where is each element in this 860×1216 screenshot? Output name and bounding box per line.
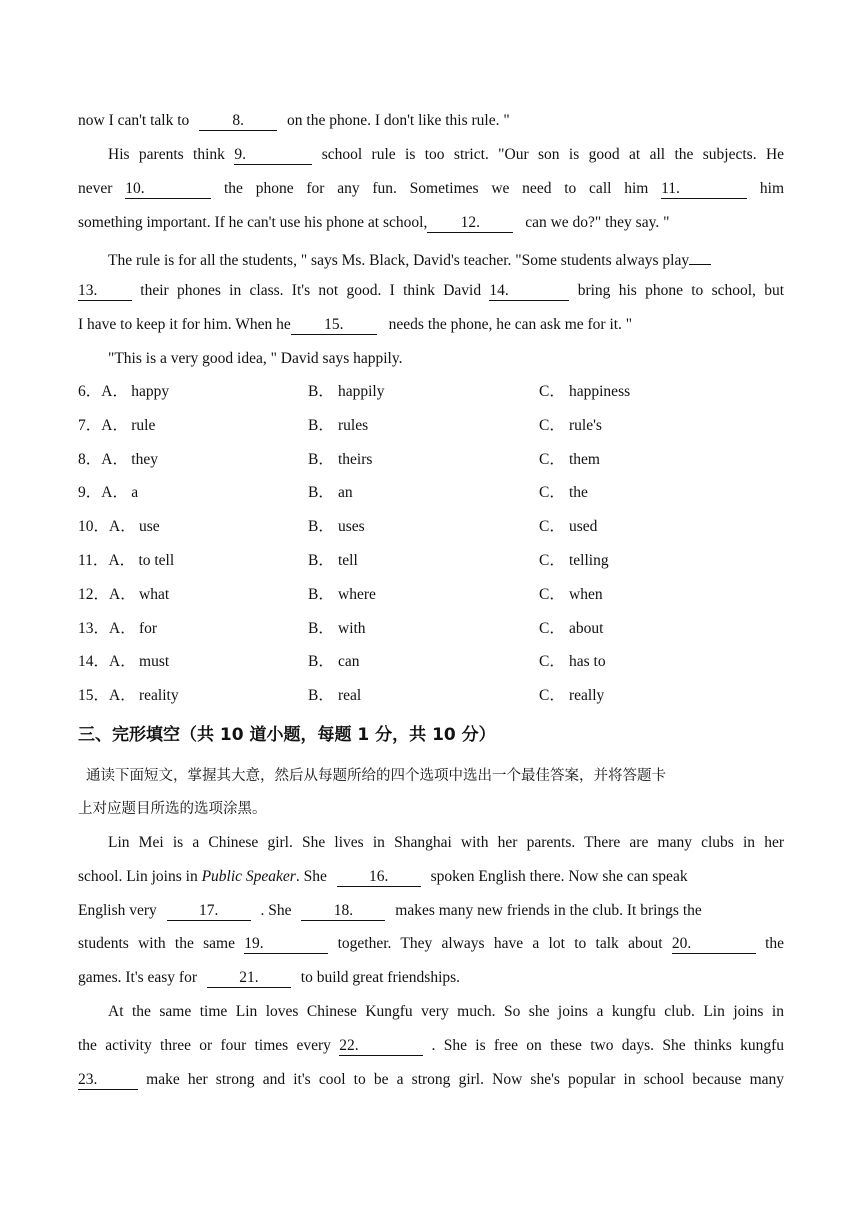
passage2-line1: [108, 832, 784, 854]
option-c[interactable]: [539, 584, 603, 606]
option-b[interactable]: [308, 449, 372, 471]
text: . She: [295, 868, 327, 885]
section-heading: 三、完形填空（共 10 道小题，每题 1 分，共 10 分）: [78, 725, 496, 745]
option-letter: A．: [109, 586, 136, 603]
text: "This is a very good idea, " David says happily.: [108, 350, 403, 367]
option-row: [78, 415, 784, 437]
option-text: reality: [139, 687, 179, 704]
question-number: 14．: [78, 653, 110, 670]
option-text: with: [338, 620, 366, 637]
option-b[interactable]: [308, 685, 361, 707]
blank-10: 10.: [125, 180, 211, 199]
text: At the same time Lin loves Chinese Kungfu very much. So she joins a kungfu club. Lin joins in: [108, 1003, 784, 1020]
option-a[interactable]: [78, 550, 174, 572]
text: school rule is too strict. "Our son is good at all the subjects. He: [321, 146, 785, 163]
option-text: rule: [131, 417, 156, 434]
option-letter: B．: [308, 518, 334, 535]
option-letter: C．: [539, 620, 565, 637]
blank-20: 20.: [672, 935, 756, 954]
blank-12: 12.: [427, 214, 513, 233]
option-letter: C．: [539, 383, 565, 400]
blank-13-start: [689, 246, 711, 265]
text: on the phone. I don't like this rule. ": [287, 112, 510, 129]
blank-8: 8.: [199, 112, 277, 131]
text: to build great friendships.: [300, 969, 461, 986]
question-number: 11．: [78, 552, 109, 569]
option-letter: C．: [539, 653, 565, 670]
blank-18: 18.: [301, 902, 385, 921]
option-a[interactable]: [78, 618, 157, 640]
text: bring his phone to school, but: [577, 282, 785, 299]
blank-21: 21.: [207, 969, 291, 988]
text: school. Lin joins in: [78, 868, 198, 885]
option-text: used: [569, 518, 598, 535]
blank-22: 22.: [339, 1037, 423, 1056]
option-text: when: [569, 586, 603, 603]
passage1-line2: [108, 144, 784, 166]
option-c[interactable]: [539, 685, 604, 707]
option-letter: B．: [308, 586, 334, 603]
text: . She is free on these two days. She thinks kungfu: [431, 1037, 785, 1054]
option-text: what: [139, 586, 170, 603]
option-letter: C．: [539, 687, 565, 704]
option-row: [78, 482, 784, 504]
passage2-line7: [78, 1035, 784, 1057]
text: spoken English there. Now she can speak: [430, 868, 688, 885]
option-a[interactable]: [78, 449, 158, 471]
option-a[interactable]: [78, 381, 169, 403]
blank-16: 16.: [337, 868, 421, 887]
option-text: the: [569, 484, 588, 501]
option-letter: B．: [308, 552, 334, 569]
text: I have to keep it for him. When he: [78, 316, 291, 333]
text: the activity three or four times every: [78, 1037, 331, 1054]
option-a[interactable]: [78, 482, 138, 504]
option-b[interactable]: [308, 651, 360, 673]
option-letter: C．: [539, 451, 565, 468]
question-number: 10．: [78, 518, 110, 535]
option-text: tell: [338, 552, 358, 569]
text: the phone for any fun. Sometimes we need to call him: [223, 180, 649, 197]
text: makes many new friends in the club. It brings the: [395, 902, 702, 919]
option-text: for: [139, 620, 158, 637]
option-text: rules: [338, 417, 369, 434]
passage2-line4: [78, 933, 784, 955]
option-c[interactable]: [539, 415, 602, 437]
option-text: telling: [569, 552, 609, 569]
blank-14: 14.: [489, 282, 569, 301]
option-letter: A．: [101, 484, 128, 501]
option-text: really: [569, 687, 605, 704]
passage1-line7: [78, 314, 784, 336]
option-text: a: [131, 484, 139, 501]
passage1-line5: [108, 246, 784, 268]
option-b[interactable]: [308, 415, 368, 437]
passage1-line1: [78, 110, 784, 132]
option-c[interactable]: [539, 618, 603, 640]
question-number: 8．: [78, 451, 102, 468]
option-letter: A．: [101, 383, 128, 400]
option-row: [78, 550, 784, 572]
option-c[interactable]: [539, 651, 606, 673]
option-a[interactable]: [78, 415, 155, 437]
option-c[interactable]: [539, 381, 630, 403]
option-letter: B．: [308, 417, 334, 434]
option-b[interactable]: [308, 584, 376, 606]
blank-13: 13.: [78, 282, 132, 301]
option-letter: B．: [308, 653, 334, 670]
question-number: 15．: [78, 687, 110, 704]
question-number: 7．: [78, 417, 102, 434]
option-letter: B．: [308, 451, 334, 468]
option-a[interactable]: [78, 685, 179, 707]
option-b[interactable]: [308, 618, 366, 640]
passage1-line6: [78, 280, 784, 302]
passage1-line8: [108, 348, 784, 370]
passage2-line8: [78, 1069, 784, 1091]
text: him: [759, 180, 785, 197]
option-text: use: [139, 518, 160, 535]
text: needs the phone, he can ask me for it. ": [388, 316, 633, 333]
option-letter: B．: [308, 383, 334, 400]
option-row: [78, 381, 784, 403]
passage2-line6: [108, 1001, 784, 1023]
option-text: real: [338, 687, 362, 704]
option-letter: C．: [539, 586, 565, 603]
question-number: 6．: [78, 383, 102, 400]
option-text: can: [338, 653, 360, 670]
option-c[interactable]: [539, 449, 600, 471]
text: never: [78, 180, 113, 197]
option-c[interactable]: [539, 482, 588, 504]
option-text: rule's: [569, 417, 602, 434]
option-row: [78, 685, 784, 707]
option-a[interactable]: [78, 651, 169, 673]
text: their phones in class. It's not good. I think David: [140, 282, 482, 299]
option-letter: A．: [109, 518, 136, 535]
option-text: has to: [569, 653, 606, 670]
option-text: they: [131, 451, 158, 468]
option-letter: A．: [109, 620, 136, 637]
blank-17: 17.: [167, 902, 251, 921]
passage2-line3: [78, 900, 784, 922]
option-text: about: [569, 620, 604, 637]
text: Lin Mei is a Chinese girl. She lives in Shanghai with her parents. There are many clubs in her: [108, 834, 784, 851]
text: something important. If he can't use his phone at school,: [78, 214, 428, 231]
passage2-line2: [78, 866, 784, 888]
option-c[interactable]: [539, 516, 597, 538]
option-a[interactable]: [78, 516, 160, 538]
option-text: happiness: [569, 383, 631, 400]
text: make her strong and it's cool to be a strong girl. Now she's popular in school because many: [146, 1071, 785, 1088]
text: can we do?" they say. ": [525, 214, 670, 231]
option-b[interactable]: [308, 516, 365, 538]
option-letter: A．: [108, 552, 136, 569]
option-letter: B．: [308, 687, 334, 704]
option-letter: C．: [539, 518, 565, 535]
option-a[interactable]: [78, 584, 169, 606]
text: games. It's easy for: [78, 969, 198, 986]
blank-23: 23.: [78, 1071, 138, 1090]
question-number: 12．: [78, 586, 110, 603]
option-row: [78, 516, 784, 538]
text: His parents think: [108, 146, 225, 163]
option-b[interactable]: [308, 550, 358, 572]
passage1-line4: [78, 212, 784, 234]
question-number: 9．: [78, 484, 102, 501]
option-letter: A．: [109, 687, 136, 704]
blank-9: 9.: [234, 146, 312, 165]
option-text: must: [139, 653, 170, 670]
option-letter: B．: [308, 620, 334, 637]
option-text: an: [338, 484, 353, 501]
text: together. They always have a lot to talk about: [337, 935, 663, 952]
instruction-line2: 上对应题目所选的选项涂黑。: [78, 801, 267, 817]
text: the: [765, 935, 785, 952]
passage2-line5: [78, 967, 784, 989]
text: . She: [260, 902, 292, 919]
option-text: where: [338, 586, 376, 603]
option-text: them: [569, 451, 600, 468]
option-b[interactable]: [308, 482, 353, 504]
option-row: [78, 449, 784, 471]
option-row: [78, 651, 784, 673]
option-letter: C．: [539, 484, 565, 501]
text: English very: [78, 902, 157, 919]
option-row: [78, 618, 784, 640]
blank-11: 11.: [661, 180, 747, 199]
option-text: theirs: [338, 451, 373, 468]
option-letter: A．: [101, 451, 128, 468]
blank-15: 15.: [291, 316, 377, 335]
question-number: 13．: [78, 620, 110, 637]
option-text: to tell: [138, 552, 175, 569]
option-text: happily: [338, 383, 385, 400]
option-c[interactable]: [539, 550, 609, 572]
text: now I can't talk to: [78, 112, 190, 129]
option-letter: A．: [101, 417, 128, 434]
passage1-line3: [78, 178, 784, 200]
option-letter: C．: [539, 417, 565, 434]
text: students with the same: [78, 935, 235, 952]
option-text: happy: [131, 383, 170, 400]
text: The rule is for all the students, " says Ms. Black, David's teacher. "Some students always play: [108, 252, 690, 269]
option-text: uses: [338, 518, 365, 535]
club-name: Public Speaker: [201, 868, 296, 885]
option-letter: B．: [308, 484, 334, 501]
option-letter: C．: [539, 552, 565, 569]
option-letter: A．: [109, 653, 136, 670]
option-row: [78, 584, 784, 606]
blank-19: 19.: [244, 935, 328, 954]
option-b[interactable]: [308, 381, 385, 403]
instruction-line1: 通读下面短文，掌握其大意，然后从每题所给的四个选项中选出一个最佳答案，并将答题卡: [86, 768, 666, 784]
